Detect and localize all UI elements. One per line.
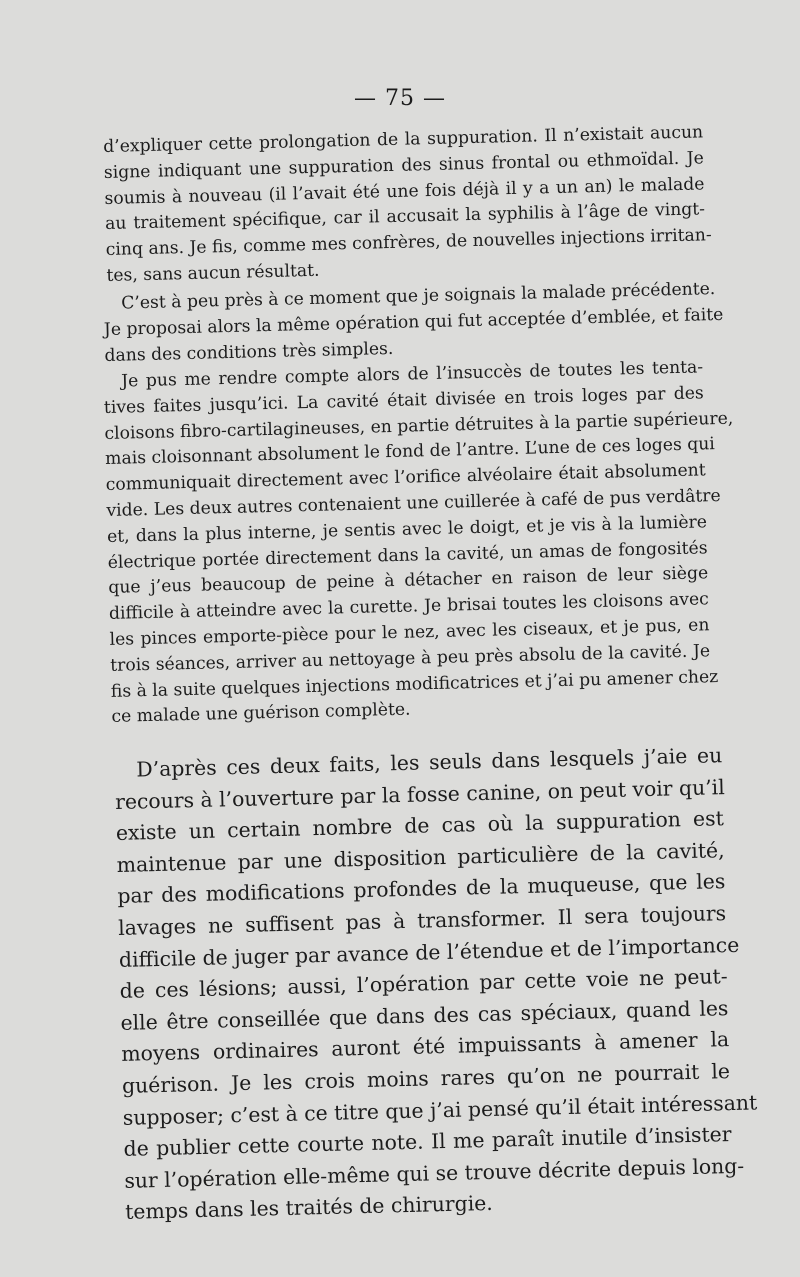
text-line: et, dans la plus interne, je sentis avec le doigt, et je vis à la lumière [106, 512, 708, 547]
paragraph-4 [114, 740, 758, 1229]
text-line: soumis à nouveau (il l’avait été une fois déjà il y a un an) le malade [104, 173, 705, 209]
text-line: trois séances, arriver au nettoyage à peu près absolu de la cavité. Je [109, 641, 711, 676]
text-line: fis à la suite quelques injections modificatrices et j’ai pu amener chez [110, 666, 719, 702]
text-line: dans des conditions très simples. [104, 338, 394, 366]
paragraph-3 [103, 355, 734, 731]
text-line: au traitement spécifique, car il accusait la syphilis à l’âge de vingt- [104, 199, 706, 235]
text-line: électrique portée directement dans la cavité, un amas de fongosités [107, 537, 708, 573]
text-line: Je pus me rendre compte alors de l’insuccès de toutes les tenta- [121, 357, 704, 392]
text-line: D’après ces deux faits, les seuls dans lesquels j’aie eu [136, 743, 723, 782]
text-line: par des modifications profondes de la muqueuse, que les [117, 869, 726, 909]
text-line: de publier cette courte note. Il me paraît inutile d’insister [123, 1122, 732, 1162]
text-line: C’est à peu près à ce moment que je soignais la malade précédente. [121, 279, 716, 314]
paragraph-1 [103, 120, 712, 289]
text-line: vide. Les deux autres contenaient une cuillerée à café de pus verdâtre [106, 485, 721, 521]
text-line: signe indiquant une suppuration des sinus frontal ou ethmoïdal. Je [103, 148, 704, 183]
text-line: communiquait directement avec l’orifice alvéolaire était absolument [105, 460, 706, 496]
text-line: cinq ans. Je fis, comme mes confrères, de nouvelles injections irritan- [105, 225, 712, 261]
text-line: mais cloisonnant absolument le fond de l’antre. L’une de ces loges qui [104, 434, 716, 470]
text-line: tives faites jusqu’ici. La cavité était divisée en trois loges par des [103, 383, 704, 418]
text-line: Je proposai alors la même opération qui fut acceptée d’emblée, et faite [103, 304, 724, 340]
text-line: existe un certain nombre de cas où la suppuration est [115, 806, 725, 846]
text-line: de ces lésions; aussi, l’opération par cette voie ne peut- [119, 964, 728, 1004]
text-line: recours à l’ouverture par la fosse canine, on peut voir qu’il [114, 774, 725, 814]
text-line: difficile à atteindre avec la curette. Je brisai toutes les cloisons avec [108, 589, 710, 625]
text-line: d’expliquer cette prolongation de la suppuration. Il n’existait aucun [103, 122, 704, 157]
text-line: maintenue par une disposition particulière de la cavité, [116, 837, 725, 877]
text-line: cloisons fibro-cartilagineuses, en partie détruites à la partie supérieure, [104, 408, 734, 444]
text-line: moyens ordinaires auront été impuissants à amener la [121, 1027, 730, 1067]
text-line: temps dans les traités de chirurgie. [124, 1191, 494, 1225]
text-line: elle être conseillée que dans des cas spéciaux, quand les [120, 995, 729, 1035]
text-line: ce malade une guérison complète. [111, 699, 411, 728]
page-number: — 75 — [354, 86, 446, 111]
text-line: les pinces emporte-pièce pour le nez, avec les ciseaux, et je pus, en [109, 615, 710, 650]
text-line: lavages ne suffisent pas à transformer. Il sera toujours [117, 901, 727, 940]
text-line: sur l’opération elle-même qui se trouve décrite depuis long- [124, 1153, 745, 1193]
text-line: tes, sans aucun résultat. [106, 260, 320, 286]
text-line: supposer; c’est à ce titre que j’ai pensé qu’il était intéressant [122, 1089, 758, 1130]
paragraph-2 [103, 277, 724, 369]
text-line: que j’eus beaucoup de peine à détacher en raison de leur siège [108, 563, 709, 599]
text-line: difficile de juger par avance de l’étendue et de l’importance [118, 932, 740, 972]
text-line: guérison. Je les crois moins rares qu’on ne pourrait le [121, 1058, 731, 1098]
